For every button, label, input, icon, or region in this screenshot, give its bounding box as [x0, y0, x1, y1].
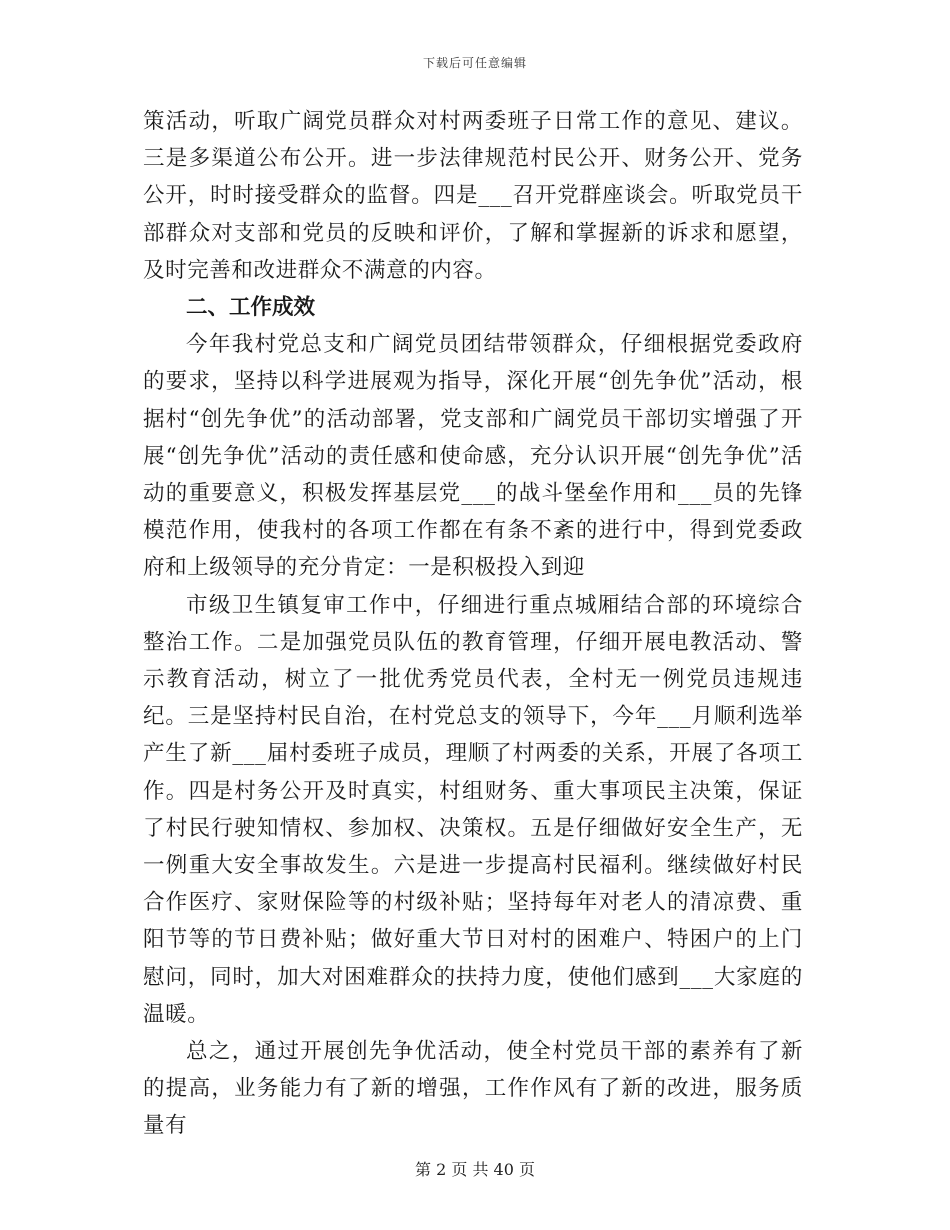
document-body — [143, 103, 803, 1145]
paragraph-summary: 总之，通过开展创先争优活动，使全村党员干部的素养有了新的提高，业务能力有了新的增强，工作作风有了新的改进，服务质量有 — [143, 1039, 803, 1139]
section-heading: 二、工作成效 — [186, 295, 316, 321]
page-header: 下载后可任意编辑 — [422, 56, 527, 70]
paragraph-continued: 策活动，听取广阔党员群众对村两委班子日常工作的意见、建议。三是多渠道公布公开。进一步法律规范村民公开、财务公开、党务公开，时时接受群众的监督。四是___召开党群座谈会。听取党员干部群众对支部和党员的反映和评价，了解和掌握新的诉求和愿望，及时完善和改进群众不满意的内容。 — [143, 109, 803, 283]
paragraph-work-details: 市级卫生镇复审工作中，仔细进行重点城厢结合部的环境综合整治工作。二是加强党员队伍的教育管理，仔细开展电教活动、警示教育活动，树立了一批优秀党员代表，全村无一例党员违规违纪。三是坚持村民自治，在村党总支的领导下，今年___月顺利选举产生了新___届村委班子成员，理顺了村两委的关系，开展了各项工作。四是村务公开及时真实，村组财务、重大事项民主决策，保证了村民行驶知情权、参加权、决策权。五是仔细做好安全生产，无一例重大安全事故发生。六是进一步提高村民福利。继续做好村民合作医疗、家财保险等的村级补贴；坚持每年对老人的清凉费、重阳节等的节日费补贴；做好重大节日对村的困难户、特困户的上门慰问，同时，加大对困难群众的扶持力度，使他们感到___大家庭的温暖。 — [143, 592, 803, 1027]
paragraph-work-results: 今年我村党总支和广阔党员团结带领群众，仔细根据党委政府的要求，坚持以科学进展观为指导，深化开展“创先争优”活动，根据村“创先争优”的活动部署，党支部和广阔党员干部切实增强了开展“创先争优”活动的责任感和使命感，充分认识开展“创先争优”活动的重要意义，积极发挥基层党___的战斗堡垒作用和___员的先锋模范作用，使我村的各项工作都在有条不紊的进行中，得到党委政府和上级领导的充分肯定：一是积极投入到迎 — [143, 332, 803, 581]
page-number: 第 2 页 共 40 页 — [415, 1160, 535, 1179]
